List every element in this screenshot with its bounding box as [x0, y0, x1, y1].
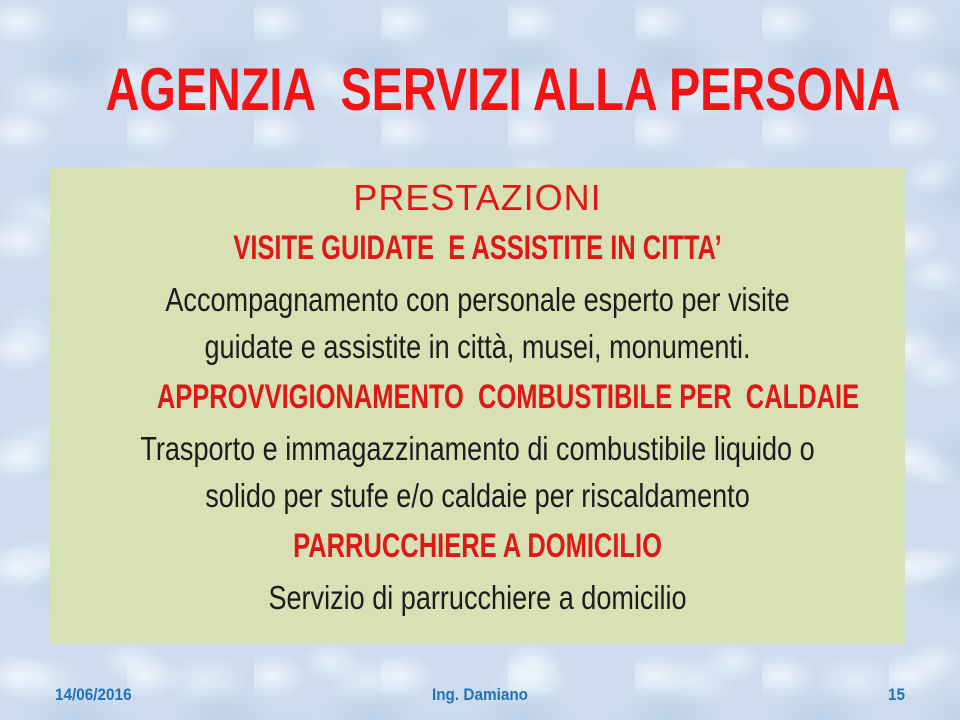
- panel-heading-prestazioni: PRESTAZIONI: [353, 177, 602, 218]
- section-body-combustibile: Trasporto e immagazzinamento di combustibile liquido o solido per stufe e/o caldaie per riscaldamento: [140, 430, 815, 514]
- section-heading-visite-guidate: VISITE GUIDATE E ASSISTITE IN CITTA’: [233, 229, 722, 267]
- content-panel: [50, 168, 905, 644]
- section-parrucchiere: [50, 523, 905, 621]
- footer-date: 14/06/2016: [55, 685, 132, 704]
- section-heading-parrucchiere: PARRUCCHIERE A DOMICILIO: [293, 527, 662, 565]
- section-combustibile: [50, 374, 905, 519]
- section-visite-guidate: [50, 225, 905, 370]
- section-heading-combustibile: APPROVVIGIONAMENTO COMBUSTIBILE PER CALDAIE: [156, 378, 860, 416]
- footer-author: Ing. Damiano: [431, 685, 529, 704]
- section-body-visite-guidate: Accompagnamento con personale esperto per visite guidate e assistite in città, musei, monumenti.: [165, 281, 790, 365]
- footer-page-number: 15: [887, 685, 905, 704]
- section-body-parrucchiere: Servizio di parrucchiere a domicilio: [268, 579, 687, 616]
- slide-footer: [0, 684, 960, 706]
- slide-title: AGENZIA SERVIZI ALLA PERSONA: [105, 56, 901, 123]
